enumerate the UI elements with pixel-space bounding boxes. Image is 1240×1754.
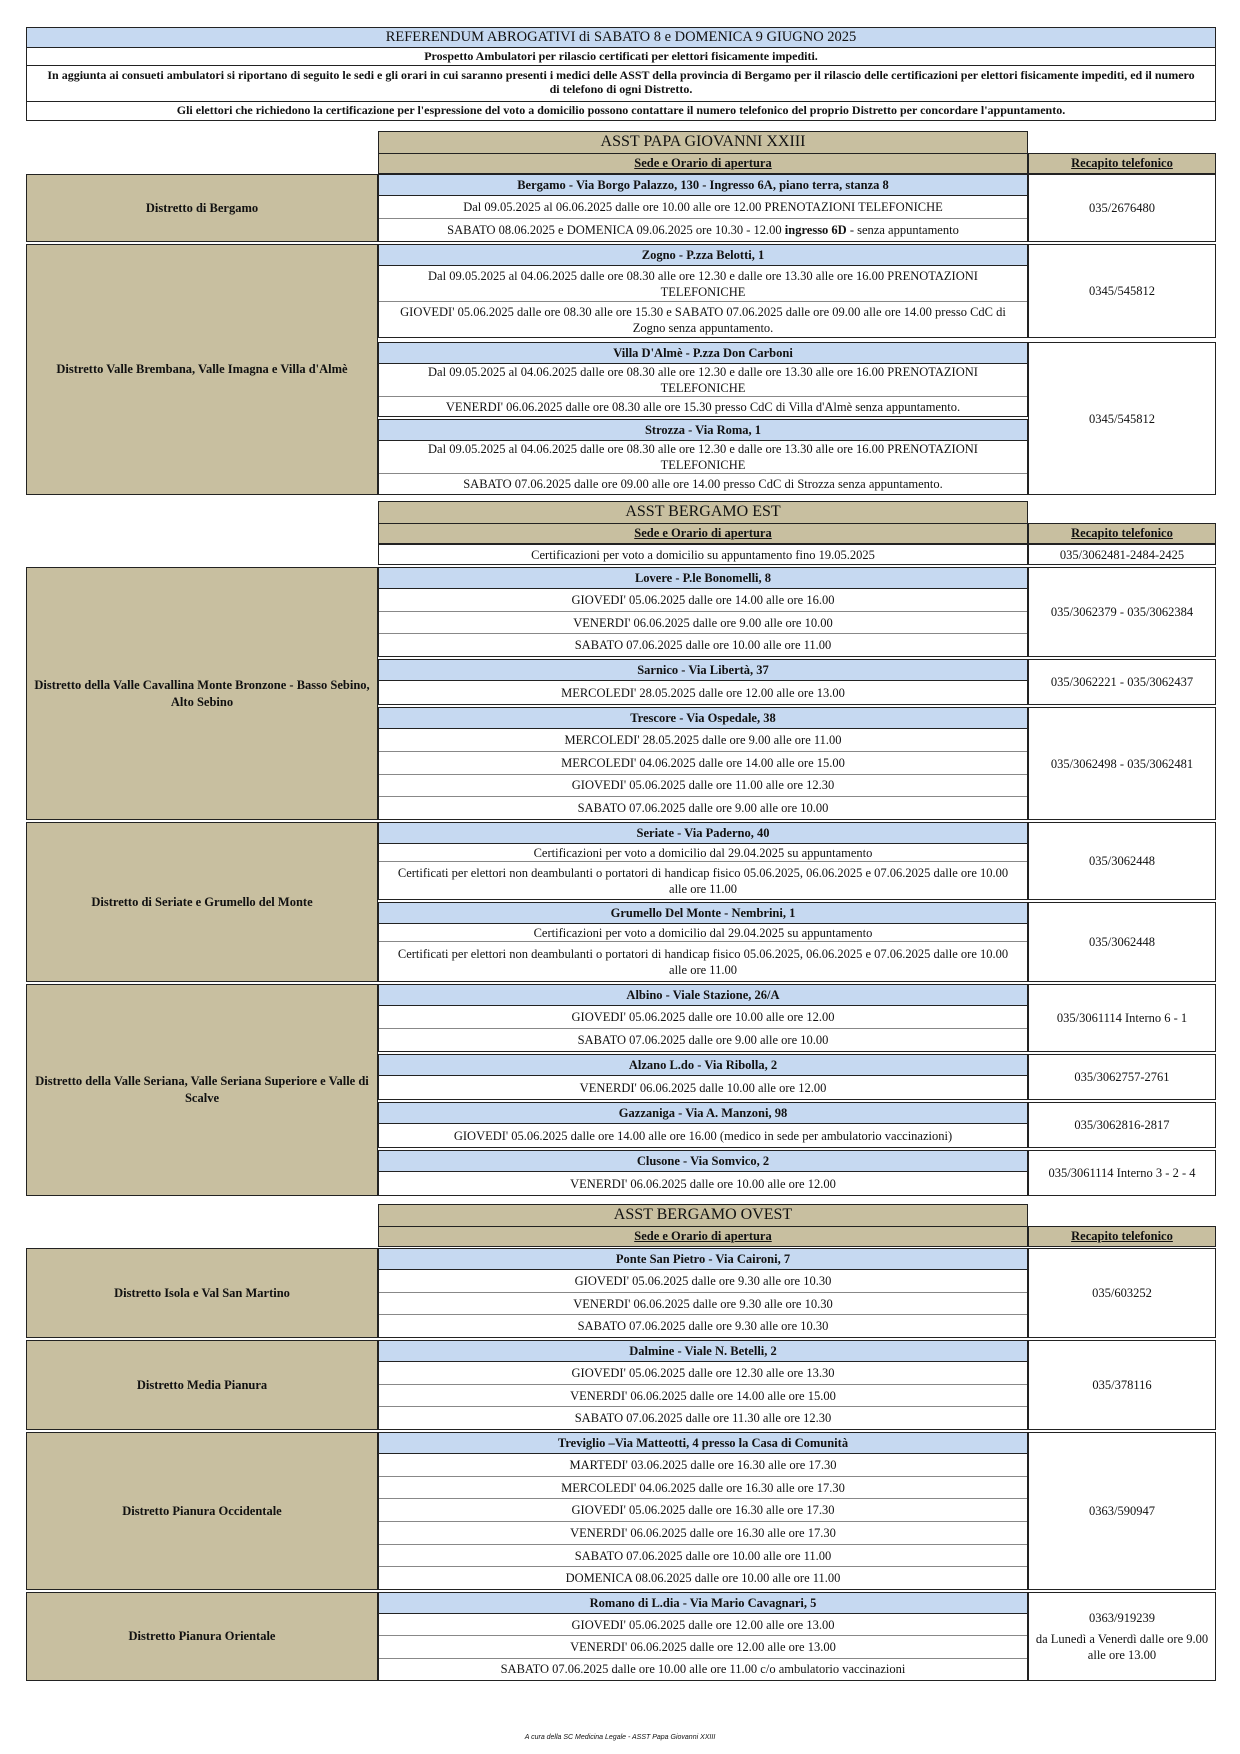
location-block: [378, 1054, 1028, 1100]
location-title: Romano di L.dia - Via Mario Cavagnari, 5: [379, 1593, 1027, 1614]
schedule-line: GIOVEDI' 05.06.2025 dalle ore 12.00 alle ore 13.00: [379, 1614, 1027, 1636]
phone-cell: [1028, 984, 1216, 1052]
phone-cell: [1028, 342, 1216, 495]
location-title: Lovere - P.le Bonomelli, 8: [379, 568, 1027, 589]
district-cell: Distretto Valle Brembana, Valle Imagna e Villa d'Almè: [26, 244, 378, 495]
phone-number: 035/3062481-2484-2425: [1059, 547, 1185, 562]
phone-cell: [1028, 1102, 1216, 1148]
phone-cell: [1028, 707, 1216, 820]
phone-cell: [1028, 544, 1216, 565]
district-cell: Distretto Isola e Val San Martino: [26, 1248, 378, 1338]
phone-number: 035/3062498 - 035/3062481: [1050, 756, 1194, 771]
schedule-line: Dal 09.05.2025 al 06.06.2025 dalle ore 10.00 alle ore 12.00 PRENOTAZIONI TELEFONICHE: [379, 196, 1027, 219]
location-block: [378, 174, 1028, 242]
location-block: [378, 1102, 1028, 1148]
home-visit-text: Certificazioni per voto a domicilio su appuntamento fino 19.05.2025: [531, 547, 875, 562]
schedule-line: [379, 219, 1027, 241]
phone-number: 035/603252: [1092, 1286, 1152, 1300]
phone-number: 0345/545812: [1089, 284, 1155, 298]
schedule-line: MERCOLEDI' 28.05.2025 dalle ore 9.00 alle ore 11.00: [379, 729, 1027, 752]
column-header-sede: Sede e Orario di apertura: [378, 153, 1028, 174]
location-title: Trescore - Via Ospedale, 38: [379, 708, 1027, 729]
location-title: Strozza - Via Roma, 1: [379, 420, 1027, 441]
schedule-line: MERCOLEDI' 28.05.2025 dalle ore 12.00 alle ore 13.00: [561, 685, 845, 700]
schedule-line: Dal 09.05.2025 al 04.06.2025 dalle ore 08.30 alle ore 12.30 e dalle ore 13.30 alle ore 16.00 PRENOTAZIONI TELEFONICHE: [379, 266, 1027, 302]
district-cell: Distretto Media Pianura: [26, 1340, 378, 1430]
location-title: Albino - Viale Stazione, 26/A: [379, 985, 1027, 1006]
location-block: [378, 244, 1028, 338]
phone-number: 0345/545812: [1089, 411, 1155, 426]
location-block: [378, 1340, 1028, 1430]
district-cell: Distretto della Valle Cavallina Monte Bronzone - Basso Sebino, Alto Sebino: [26, 567, 378, 820]
district-cell: Distretto di Seriate e Grumello del Monte: [26, 822, 378, 982]
location-block: [378, 1150, 1028, 1196]
schedule-line: Certificazioni per voto a domicilio dal 29.04.2025 su appuntamento: [379, 844, 1027, 862]
note-text: Gli elettori che richiedono la certificazione per l'espressione del voto a domicilio possono contattare il numero telefonico del proprio Distretto per concordare l'appuntamento.: [176, 103, 1066, 117]
schedule-line: Certificati per elettori non deambulanti o portatori di handicap fisico 05.06.2025, 06.06.2025 e 07.06.2025 dalle ore 10.00 alle ore 11.00: [397, 865, 1009, 896]
schedule-line: Dal 09.05.2025 al 04.06.2025 dalle ore 08.30 alle ore 12.30 e dalle ore 13.30 alle ore 16.00 PRENOTAZIONI TELEFONICHE: [379, 364, 1027, 397]
schedule-line: VENERDI' 06.06.2025 dalle 10.00 alle ore 12.00: [579, 1080, 827, 1095]
schedule-line: VENERDI' 06.06.2025 dalle ore 08.30 alle ore 15.30 presso CdC di Villa d'Almè senza appuntamento.: [445, 399, 961, 414]
location-title: Seriate - Via Paderno, 40: [379, 823, 1027, 844]
location-title: Ponte San Pietro - Via Caironi, 7: [379, 1249, 1027, 1270]
section-band: ASST BERGAMO OVEST: [378, 1204, 1028, 1227]
location-block: [378, 419, 1028, 495]
schedule-line: VENERDI' 06.06.2025 dalle ore 14.00 alle ore 15.00: [379, 1385, 1027, 1408]
schedule-line: VENERDI' 06.06.2025 dalle ore 9.00 alle ore 10.00: [379, 612, 1027, 635]
location-title: Zogno - P.zza Belotti, 1: [379, 245, 1027, 266]
column-header-sede: Sede e Orario di apertura: [378, 523, 1028, 544]
schedule-line: DOMENICA 08.06.2025 dalle ore 10.00 alle ore 11.00: [565, 1571, 841, 1586]
section-band: ASST PAPA GIOVANNI XXIII: [378, 131, 1028, 154]
location-block: [378, 984, 1028, 1052]
location-title: Bergamo - Via Borgo Palazzo, 130 - Ingresso 6A, piano terra, stanza 8: [379, 175, 1027, 196]
schedule-line: SABATO 07.06.2025 dalle ore 09.00 alle ore 14.00 presso CdC di Strozza senza appuntamento.: [463, 477, 943, 491]
location-block: [378, 342, 1028, 417]
schedule-line: VENERDI' 06.06.2025 dalle ore 12.00 alle ore 13.00: [379, 1636, 1027, 1658]
district-cell: Distretto di Bergamo: [26, 174, 378, 242]
location-block: [378, 707, 1028, 820]
section-band: ASST BERGAMO EST: [378, 501, 1028, 524]
page-subtitle: Prospetto Ambulatori per rilascio certificati per elettori fisicamente impediti.: [27, 48, 1215, 66]
schedule-line: Certificazioni per voto a domicilio dal 29.04.2025 su appuntamento: [379, 924, 1027, 942]
schedule-line: SABATO 07.06.2025 dalle ore 10.00 alle ore 11.00: [379, 1545, 1027, 1568]
phone-hours: da Lunedì a Venerdì dalle ore 9.00 alle ore 13.00: [1035, 1632, 1209, 1662]
phone-cell: [1028, 1248, 1216, 1338]
phone-cell: [1028, 244, 1216, 338]
home-visit-row: [378, 544, 1028, 565]
district-cell: Distretto Pianura Occidentale: [26, 1432, 378, 1590]
district-cell: Distretto della Valle Seriana, Valle Seriana Superiore e Valle di Scalve: [26, 984, 378, 1196]
location-block: [378, 567, 1028, 657]
intro-text: In aggiunta ai consueti ambulatori si riportano di seguito le sedi e gli orari in cui saranno presenti i medici delle ASST della provincia di Bergamo per il rilascio delle certificazioni per elettori fisicamente impediti, ed il numero di telefono di ogni Distretto.: [27, 66, 1215, 102]
schedule-line: VENERDI' 06.06.2025 dalle ore 9.30 alle ore 10.30: [379, 1293, 1027, 1316]
column-header-recapito: Recapito telefonico: [1028, 1226, 1216, 1247]
phone-number: 035/3061114 Interno 3 - 2 - 4: [1048, 1166, 1196, 1180]
phone-cell: [1028, 1592, 1216, 1681]
schedule-line: SABATO 07.06.2025 dalle ore 9.30 alle ore 10.30: [577, 1319, 829, 1334]
schedule-line: GIOVEDI' 05.06.2025 dalle ore 11.00 alle ore 12.30: [379, 775, 1027, 798]
location-block: [378, 659, 1028, 705]
district-cell: Distretto Pianura Orientale: [26, 1592, 378, 1681]
schedule-line: VENERDI' 06.06.2025 dalle ore 10.00 alle ore 12.00: [570, 1176, 836, 1191]
location-title: Grumello Del Monte - Nembrini, 1: [379, 903, 1027, 924]
phone-cell: [1028, 1432, 1216, 1590]
schedule-line: SABATO 07.06.2025 dalle ore 10.00 alle ore 11.00 c/o ambulatorio vaccinazioni: [500, 1662, 906, 1677]
column-header-sede: Sede e Orario di apertura: [378, 1226, 1028, 1247]
schedule-line: VENERDI' 06.06.2025 dalle ore 16.30 alle ore 17.30: [379, 1522, 1027, 1545]
schedule-line: MERCOLEDI' 04.06.2025 dalle ore 16.30 alle ore 17.30: [379, 1477, 1027, 1500]
schedule-line: GIOVEDI' 05.06.2025 dalle ore 14.00 alle ore 16.00: [379, 589, 1027, 612]
location-block: [378, 1432, 1028, 1590]
schedule-line: Dal 09.05.2025 al 04.06.2025 dalle ore 08.30 alle ore 12.30 e dalle ore 13.30 alle ore 16.00 PRENOTAZIONI TELEFONICHE: [379, 441, 1027, 474]
phone-number: 0363/590947: [1089, 1504, 1155, 1518]
location-title: Alzano L.do - Via Ribolla, 2: [379, 1055, 1027, 1076]
phone-cell: [1028, 1150, 1216, 1196]
phone-number: 0363/919239: [1089, 1611, 1155, 1625]
phone-cell: [1028, 567, 1216, 657]
phone-number: 035/378116: [1092, 1378, 1152, 1392]
schedule-line: SABATO 07.06.2025 dalle ore 10.00 alle ore 11.00: [574, 638, 832, 653]
phone-number: 035/3062448: [1089, 854, 1155, 868]
location-block: [378, 902, 1028, 982]
phone-number: 035/3062816-2817: [1074, 1118, 1170, 1132]
phone-cell: [1028, 902, 1216, 982]
location-title: Gazzaniga - Via A. Manzoni, 98: [379, 1103, 1027, 1124]
phone-number: 035/3062448: [1089, 935, 1155, 949]
phone-number: 035/3061114 Interno 6 - 1: [1056, 1011, 1188, 1025]
location-title: Villa D'Almè - P.zza Don Carboni: [379, 343, 1027, 364]
location-title: Treviglio –Via Matteotti, 4 presso la Casa di Comunità: [379, 1433, 1027, 1454]
location-title: Sarnico - Via Libertà, 37: [379, 660, 1027, 681]
phone-number: 035/2676480: [1089, 201, 1155, 215]
phone-number: 035/3062757-2761: [1074, 1070, 1170, 1084]
schedule-line: SABATO 07.06.2025 dalle ore 9.00 alle ore 10.00: [577, 1033, 829, 1047]
location-title: Clusone - Via Somvico, 2: [379, 1151, 1027, 1172]
phone-cell: [1028, 659, 1216, 705]
phone-cell: [1028, 1054, 1216, 1100]
schedule-line: GIOVEDI' 05.06.2025 dalle ore 12.30 alle ore 13.30: [379, 1362, 1027, 1385]
schedule-line: Certificati per elettori non deambulanti o portatori di handicap fisico 05.06.2025, 06.06.2025 e 07.06.2025 dalle ore 10.00 alle ore 11.00: [397, 946, 1009, 977]
footer-credit: A cura della SC Medicina Legale - ASST Papa Giovanni XXIII: [524, 1734, 716, 1741]
phone-cell: [1028, 822, 1216, 900]
location-block: [378, 1248, 1028, 1338]
schedule-line: GIOVEDI' 05.06.2025 dalle ore 08.30 alle ore 15.30 e SABATO 07.06.2025 dalle ore 09.00 alle ore 14.00 presso CdC di Zogno senza appuntamento.: [400, 304, 1006, 335]
schedule-line: MARTEDI' 03.06.2025 dalle ore 16.30 alle ore 17.30: [379, 1454, 1027, 1477]
location-block: [378, 822, 1028, 900]
schedule-line-text: SABATO 08.06.2025 e DOMENICA 09.06.2025 ore 10.30 - 12.00 ingresso 6D - senza appuntamento: [447, 223, 959, 237]
location-title: Dalmine - Viale N. Betelli, 2: [379, 1341, 1027, 1362]
page-title: REFERENDUM ABROGATIVI di SABATO 8 e DOMENICA 9 GIUGNO 2025: [27, 28, 1215, 48]
header-box: [26, 27, 1216, 121]
phone-cell: [1028, 1340, 1216, 1430]
schedule-line: GIOVEDI' 05.06.2025 dalle ore 10.00 alle ore 12.00: [379, 1006, 1027, 1029]
schedule-line: SABATO 07.06.2025 dalle ore 11.30 alle ore 12.30: [574, 1411, 832, 1426]
schedule-line: GIOVEDI' 05.06.2025 dalle ore 16.30 alle ore 17.30: [379, 1499, 1027, 1522]
phone-number: 035/3062379 - 035/3062384: [1050, 605, 1194, 619]
column-header-recapito: Recapito telefonico: [1028, 153, 1216, 174]
phone-cell: [1028, 174, 1216, 242]
phone-number: 035/3062221 - 035/3062437: [1050, 675, 1194, 689]
schedule-line: GIOVEDI' 05.06.2025 dalle ore 9.30 alle ore 10.30: [379, 1270, 1027, 1293]
schedule-line: GIOVEDI' 05.06.2025 dalle ore 14.00 alle ore 16.00 (medico in sede per ambulatorio vaccinazioni): [453, 1128, 953, 1143]
location-block: [378, 1592, 1028, 1681]
column-header-recapito: Recapito telefonico: [1028, 523, 1216, 544]
schedule-line: SABATO 07.06.2025 dalle ore 9.00 alle ore 10.00: [577, 801, 829, 816]
schedule-line: MERCOLEDI' 04.06.2025 dalle ore 14.00 alle ore 15.00: [379, 752, 1027, 775]
